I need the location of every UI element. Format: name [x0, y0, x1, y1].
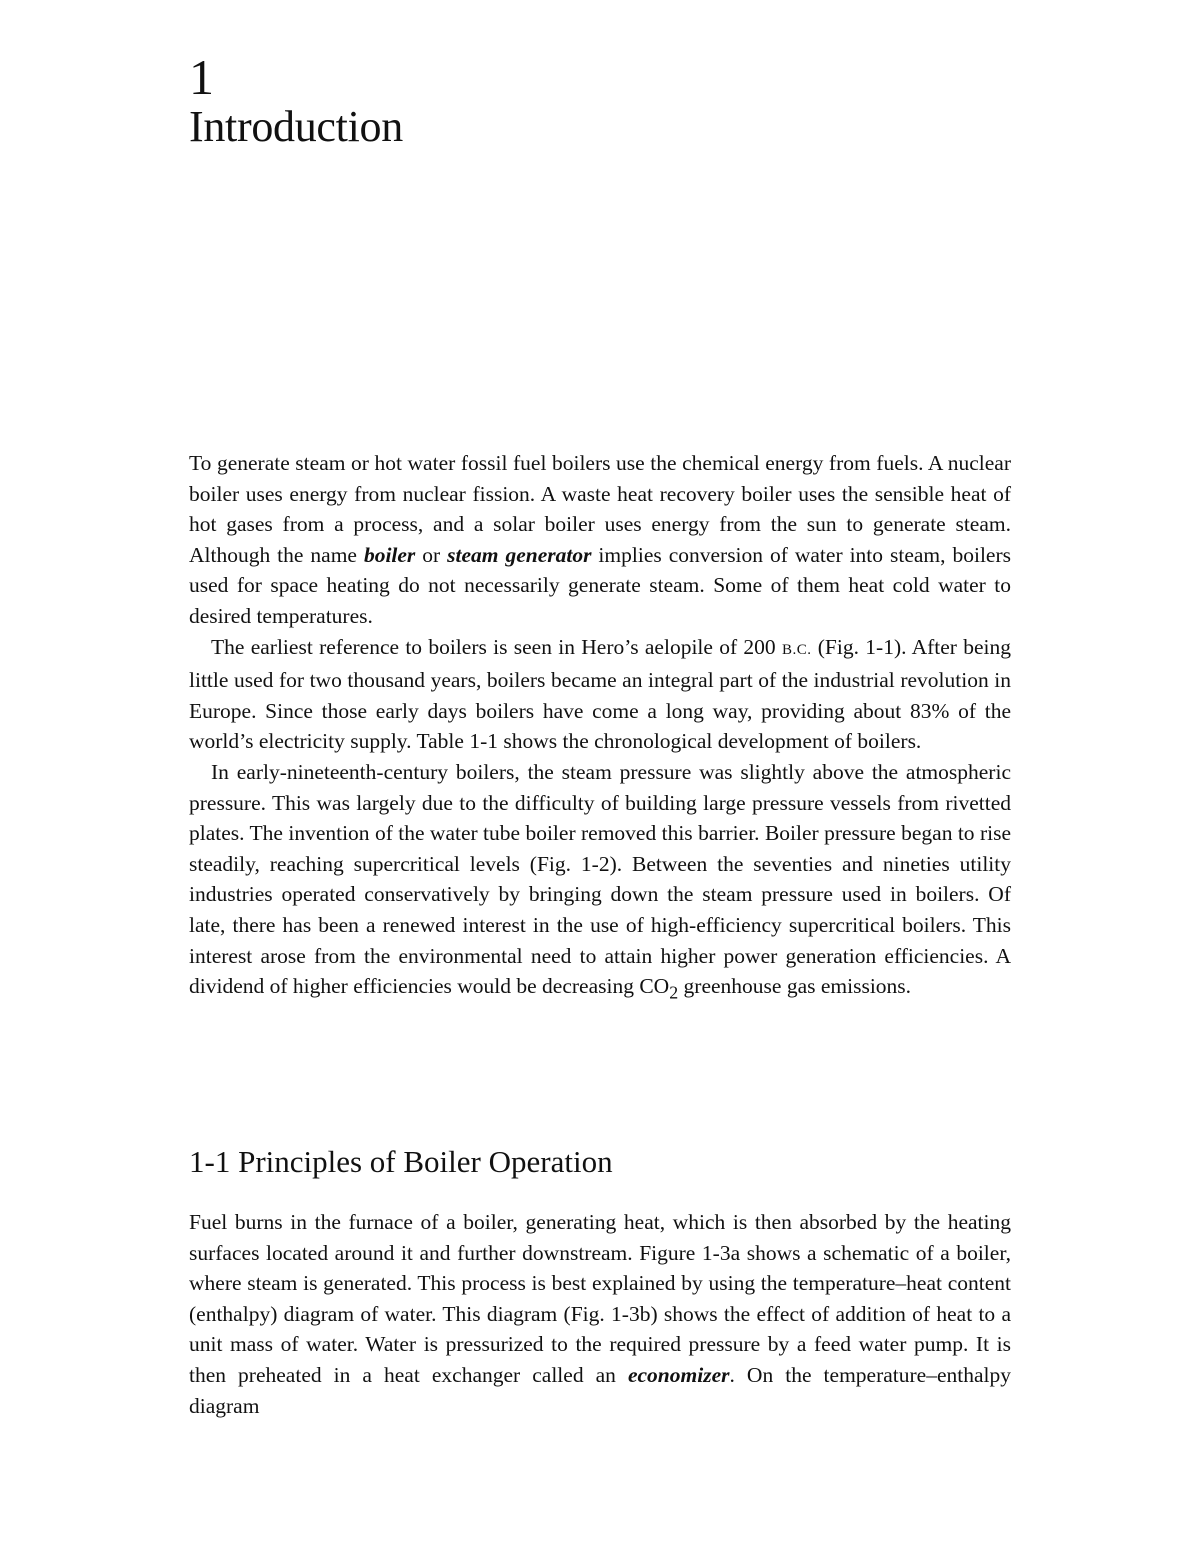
intro-p1-text-a: To generate steam or hot water fossil fuel boilers use the chemical energy from fuels. A nuclear boiler uses energy from nuclear fission. A waste heat recovery boiler uses the sensible heat of hot gases from a process, and a solar boiler uses energy from the sun to generate steam. Although the name [189, 451, 1011, 567]
intro-p2-text-b: (Fig. 1-1). After being little used for two thousand years, boilers became an integral part of the industrial revolution in Europe. Since those early days boilers have come a long way, providing about 83% of the world’s electricity supply. Table 1-1 shows the chronological development of boilers. [189, 634, 1011, 754]
intro-text [189, 448, 1011, 1008]
document-page [189, 49, 1011, 1418]
intro-p1-text-b: or [415, 542, 448, 567]
intro-paragraph-1 [189, 448, 1011, 632]
intro-p3-text-b: greenhouse gas emissions. [678, 974, 912, 999]
intro-p2-text-a: The earliest reference to boilers is seen in Hero’s aelopile of 200 [211, 634, 782, 659]
intro-paragraph-2 [189, 632, 1011, 757]
chapter-title: Introduction [189, 102, 403, 151]
intro-p1-text-c: implies conversion of water into steam, boilers used for space heating do not necessarily generate steam. Some of them heat cold water to desired temperatures. [189, 542, 1011, 628]
section-paragraph-1 [189, 1207, 1011, 1421]
section-p1-text-a: Fuel burns in the furnace of a boiler, generating heat, which is then absorbed by the heating surfaces located around it and further downstream. Figure 1-3a shows a schematic of a boiler, where steam is generated. This process is best explained by using the temperature–heat content (enthalpy) diagram of water. This diagram (Fig. 1-3b) shows the effect of addition of heat to a unit mass of water. Water is pressurized to the required pressure by a feed water pump. It is then preheated in a heat exchanger called an [189, 1210, 1011, 1387]
term-boiler: boiler [363, 542, 416, 567]
term-economizer: economizer [627, 1362, 730, 1387]
co2-subscript: 2 [669, 982, 679, 1003]
intro-paragraph-3 [189, 757, 1011, 1008]
section-p1-text-b: . On the temperature–enthalpy diagram [189, 1362, 1011, 1418]
section-heading: 1-1 Principles of Boiler Operation [189, 1144, 613, 1179]
chapter-number: 1 [189, 49, 214, 105]
era-abbreviation: B.C. [781, 641, 812, 658]
section-text [189, 1207, 1011, 1421]
term-steam-generator: steam generator [447, 542, 592, 567]
intro-p3-text-a: In early-nineteenth-century boilers, the steam pressure was slightly above the atmospheric pressure. This was largely due to the difficulty of building large pressure vessels from rivetted plates. The invention of the water tube boiler removed this barrier. Boiler pressure began to rise steadily, reaching supercritical levels (Fig. 1-2). Between the seventies and nineties utility industries operated conservatively by bringing down the steam pressure used in boilers. Of late, there has been a renewed interest in the use of high-efficiency supercritical boilers. This interest arose from the environmental need to attain higher power generation efficiencies. A dividend of higher efficiencies would be decreasing CO [189, 759, 1011, 999]
